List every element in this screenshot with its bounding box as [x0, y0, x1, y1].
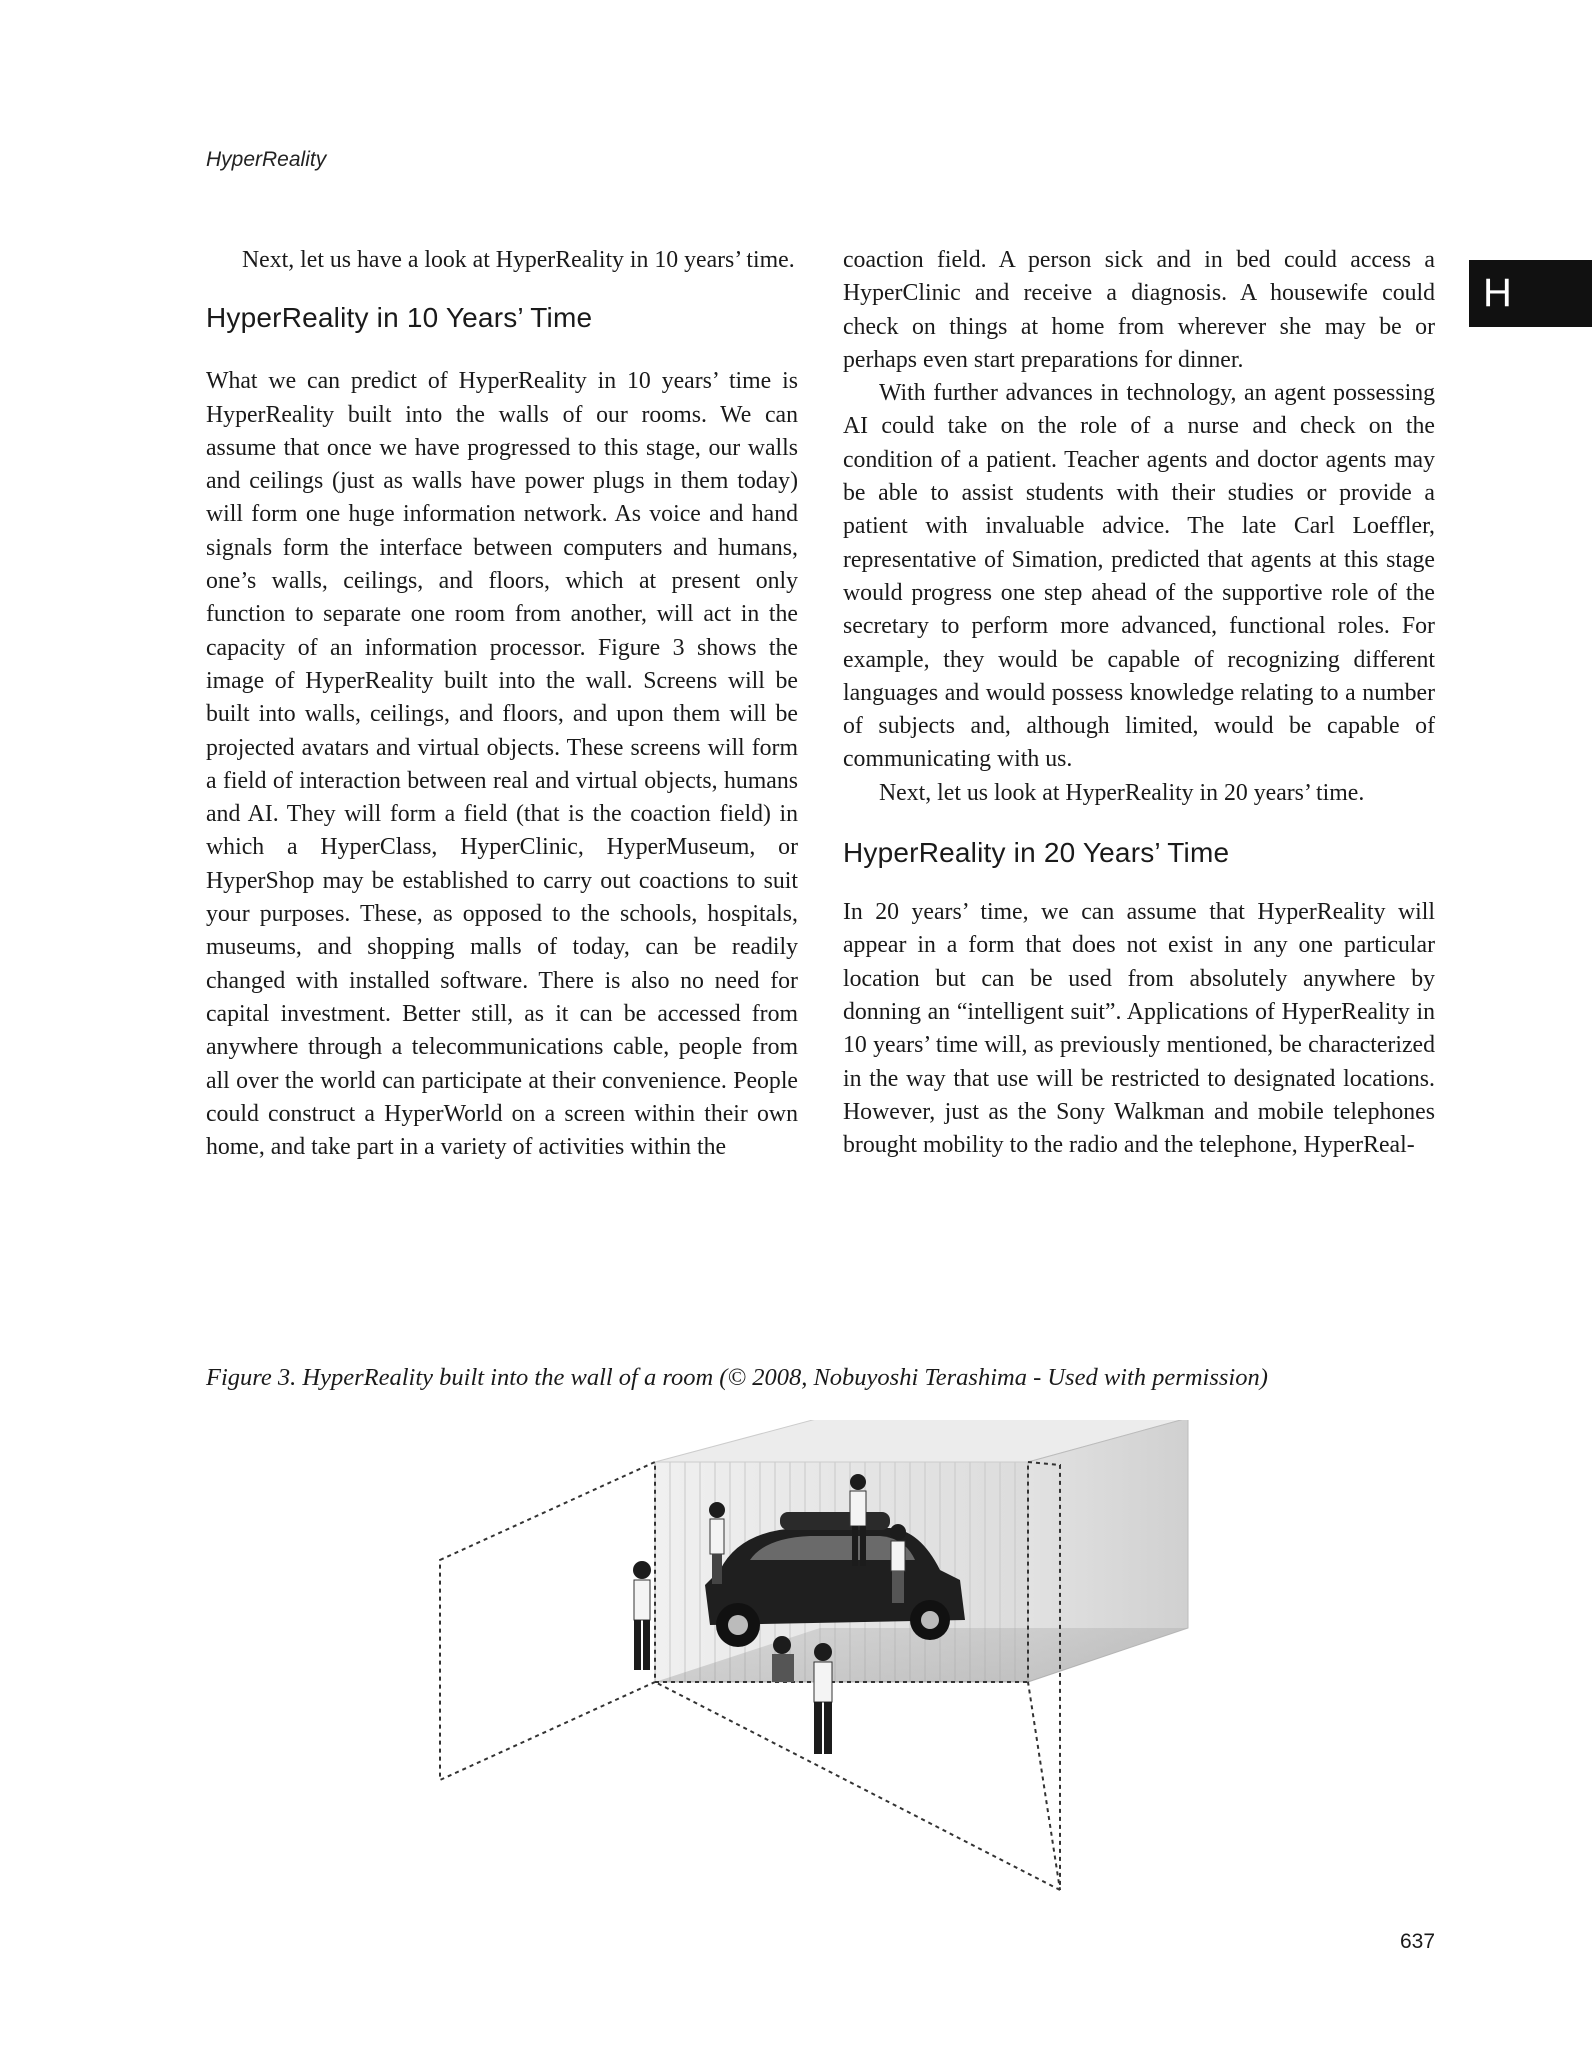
- section-heading-20-years: HyperReality in 20 Years’ Time: [843, 837, 1230, 869]
- paragraph: What we can predict of HyperReality in 10 years’ time is HyperReality built into the walls of our rooms. We can assume that once we have progressed to this stage, our walls and ceilings (just as walls have power plugs in them today) will form one huge information network. As voice and hand signals form the interface between computers and humans, one’s walls, ceilings, and floors, which at present only function to separate one room from another, will act in the capacity of an information processor. Figure 3 shows the image of HyperReality built into the wall. Screens will be built into walls, ceilings, and floors, and upon them will be projected avatars and virtual objects. These screens will form a field of interaction between real and virtual objects, humans and AI. They will form a field (that is the coaction field) in which a HyperClass, HyperClinic, HyperMuseum, or HyperShop may be established to carry out coactions to suit your purposes. These, as opposed to the schools, hospitals, museums, and shopping malls of today, can be readily changed with installed software. There is also no need for capital investment. Better still, as it can be accessed from anywhere through a telecommunications cable, people from all over the world can participate at their convenience. People could construct a HyperWorld on a screen within their own home, and take part in a variety of activities within the: [206, 368, 798, 1161]
- figure-illustration: [420, 1420, 1250, 1900]
- left-column: [206, 244, 798, 1164]
- right-column: [843, 244, 1435, 1162]
- paragraph: coaction field. A person sick and in bed could access a HyperClinic and receive a diagnosis. A housewife could check on things at home from wherever she may be or perhaps even start preparations for dinner.: [843, 247, 1435, 373]
- paragraph: Next, let us have a look at HyperReality in 10 years’ time.: [242, 247, 795, 273]
- paragraph: With further advances in technology, an agent possessing AI could take on the role of a nurse and check on the condition of a patient. Teacher agents and doctor agents may be able to assist students with their studies or provide a patient with invaluable advice. The late Carl Loeffler, representative of Simation, predicted that agents at this stage would progress one step ahead of the supportive role of the secretary to perform more advanced, functional roles. For example, they would be capable of recognizing different languages and would possess knowledge relating to a number of subjects and, although limited, would be capable of communicating with us.: [843, 380, 1435, 773]
- paragraph: In 20 years’ time, we can assume that HyperReality will appear in a form that does not exist in any one particular location but can be used from absolutely anywhere by donning an “intelligent suit”. Applications of HyperReality in 10 years’ time will, as previously mentioned, be characterized in the way that use will be restricted to designated locations. However, just as the Sony Walkman and mobile telephones brought mobility to the radio and the telephone, HyperReal-: [843, 899, 1435, 1159]
- running-head: HyperReality: [206, 148, 327, 171]
- page-number: 637: [1400, 1930, 1436, 1953]
- figure-caption: Figure 3. HyperReality built into the wall of a room (© 2008, Nobuyoshi Terashima - Used with permission): [206, 1364, 1268, 1391]
- section-letter-tab: H: [1469, 260, 1592, 327]
- section-heading-10-years: HyperReality in 10 Years’ Time: [206, 302, 593, 334]
- paragraph: Next, let us look at HyperReality in 20 years’ time.: [879, 779, 1365, 806]
